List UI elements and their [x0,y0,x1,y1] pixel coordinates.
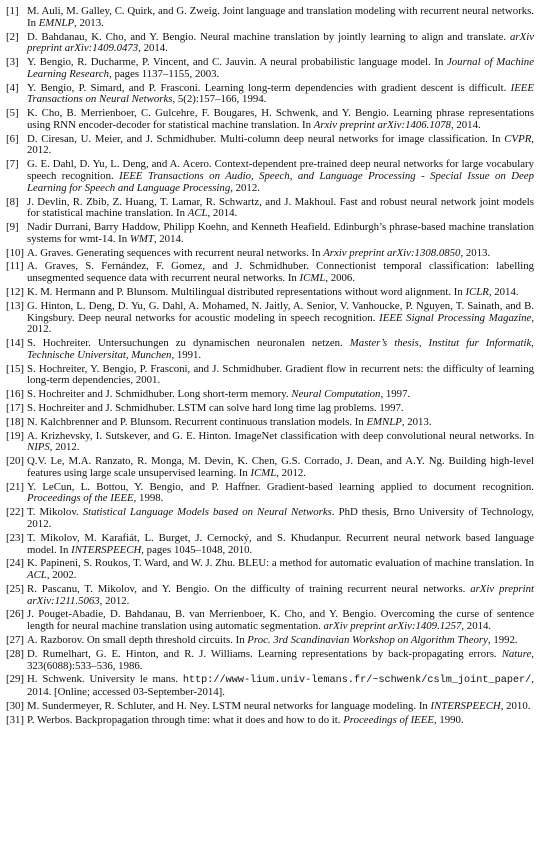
reference-text: D. Rumelhart, G. E. Hinton, and R. J. Williams. Learning representations by back-propagating errors. [27,647,502,660]
reference-item [6,159,534,194]
reference-item [6,715,534,727]
reference-item [6,482,534,506]
reference-venue: INTERSPEECH [71,543,142,556]
reference-text: Nadir Durrani, Barry Haddow, Philipp Koehn, and Kenneth Heafield. Edinburgh’s phrase-based machine translation systems for wmt-14. In [27,221,534,245]
reference-number: [24] [6,557,24,570]
reference-text: , 1997. [380,388,411,401]
reference-text: M. Sundermeyer, R. Schluter, and H. Ney. LSTM neural networks for language modeling. In [27,699,431,712]
reference-item [6,389,534,401]
reference-venue: ICML [250,466,277,479]
reference-text: , 2014. [138,42,168,55]
reference-item [6,338,534,362]
reference-text: , 2012. [49,441,80,454]
reference-venue: CVPR [504,132,532,145]
reference-text: G. Hinton, L. Deng, D. Yu, G. Dahl, A. Mohamed, N. Jaitly, A. Senior, V. Vanhoucke, P. Nguyen, T. Sainath, and B. Kingsbury. Deep neural networks for acoustic modeling in speech recognition. [27,299,534,324]
reference-venue: ICML [299,272,326,285]
reference-item [6,32,534,56]
reference-text: S. Hochreiter and J. Schmidhuber. Long short-term memory. [27,388,292,401]
reference-text: , 2014. [450,118,481,131]
reference-text: , 2012. [230,181,260,194]
reference-item [6,301,534,336]
reference-item [6,287,534,299]
reference-text: S. Hochreiter. Untersuchungen zu dynamischen neuronalen netzen. [27,337,350,350]
reference-venue: IEEE Signal Processing Magazine [379,311,532,324]
reference-item [6,558,534,582]
reference-venue: Statistical Language Models based on Neural Networks [82,506,332,519]
reference-text: Q.V. Le, M.A. Ranzato, R. Monga, M. Devin, K. Chen, G.S. Corrado, J. Dean, and A.Y. Ng. Building high-level features using large scale unsupervised learning. In [27,455,534,479]
reference-text: A. Graves, S. Fernández, F. Gomez, and J. Schmidhuber. Connectionist temporal classification: labelling unsegmented sequence data with recurrent neural networks. In [27,260,534,285]
reference-number: [3] [6,56,19,69]
reference-number: [20] [6,455,24,468]
reference-venue: NIPS [27,441,50,454]
reference-number: [16] [6,388,24,401]
reference-text: J. Devlin, R. Zbib, Z. Huang, T. Lamar, R. Schwartz, and J. Makhoul. Fast and robust neural network joint models for statistical machine translation. In [27,195,534,220]
reference-text: , 2014. [153,232,184,245]
reference-venue: arXiv preprint arXiv:1409.0473 [27,30,534,55]
reference-number: [22] [6,506,24,519]
reference-item [6,701,534,713]
reference-text: , 2010. [500,699,531,712]
reference-item [6,108,534,132]
reference-url: http://www-lium.univ-lemans.fr/~schwenk/cslm_joint_paper/ [182,675,532,687]
reference-text: H. Schwenk. University le mans. [27,673,183,686]
reference-number: [15] [6,362,24,375]
reference-number: [23] [6,531,24,544]
reference-number: [17] [6,402,24,414]
reference-text: , 2012. [27,132,534,157]
reference-text: , 1990. [433,713,464,726]
reference-item [6,57,534,81]
reference-text: Y. Bengio, P. Simard, and P. Frasconi. Learning long-term dependencies with gradient descent is difficult. [27,81,511,94]
reference-text: , 2013. [401,415,432,428]
reference-text: T. Mikolov, M. Karafiát, L. Burget, J. Cernocký, and S. Khudanpur. Recurrent neural network based language model. In [27,531,534,556]
reference-venue: Journal of Machine Learning Research [27,56,534,80]
reference-venue: Master’s thesis, Institut fur Informatik, Technische Universitat, Munchen [27,337,534,361]
reference-number: [1] [6,5,19,17]
reference-venue: IEEE Transactions on Neural Networks [27,81,534,106]
reference-text: S. Hochreiter, Y. Bengio, P. Frasconi, and J. Schmidhuber. Gradient flow in recurrent nets: the difficulty of learning long-term dependencies, 2001. [27,362,534,387]
reference-number: [14] [6,337,24,350]
reference-item [6,222,534,246]
reference-venue: ACL [27,569,47,582]
reference-text: , 2012. [99,594,130,607]
reference-text: , 1998. [133,492,164,505]
reference-text: A. Graves. Generating sequences with recurrent neural networks. In [27,246,324,259]
reference-venue: IEEE Transactions on Audio, Speech, and Language Processing - Special Issue on Deep Learning for Speech and Language Processing [27,170,534,194]
reference-venue: arXiv preprint arXiv:1409.1257 [323,620,462,633]
reference-number: [5] [6,107,19,120]
reference-text: Y. Bengio, R. Ducharme, P. Vincent, and C. Jauvin. A neural probabilistic language model. In [27,56,447,69]
reference-venue: Nature [501,647,532,660]
reference-number: [12] [6,286,24,299]
reference-venue: ACL [187,207,208,220]
reference-text: M. Auli, M. Galley, C. Quirk, and G. Zweig. Joint language and translation modeling with recurrent neural networks. In [27,5,534,29]
reference-venue: EMNLP [38,16,75,29]
reference-text: , pages 1137–1155, 2003. [109,67,220,80]
reference-text: , 2013. [460,246,491,259]
reference-text: , pages 1045–1048, 2010. [141,543,253,556]
reference-item [6,197,534,221]
reference-number: [9] [6,221,19,234]
reference-number: [11] [6,260,24,273]
reference-text: N. Kalchbrenner and P. Blunsom. Recurrent continuous translation models. In [27,415,367,428]
reference-text: , 2014. [488,286,519,299]
reference-number: [25] [6,582,24,595]
reference-venue: EMNLP [366,415,402,428]
reference-item [6,6,534,30]
reference-number: [7] [6,158,19,171]
reference-text: D. Bahdanau, K. Cho, and Y. Bengio. Neural machine translation by jointly learning to align and translate. [27,30,510,43]
reference-venue: Proceedings of IEEE [343,713,434,726]
reference-number: [4] [6,81,19,94]
reference-number: [26] [6,608,24,621]
reference-item [6,533,534,557]
reference-number: [21] [6,480,24,493]
reference-text: K. M. Hermann and P. Blunsom. Multilingual distributed representations without word alignment. In [27,286,466,299]
reference-text: T. Mikolov. [27,506,83,519]
reference-number: [6] [6,132,19,145]
reference-text: , 2014. [Online; accessed 03-September-2014]. [27,673,534,699]
reference-number: [31] [6,713,24,726]
reference-text: P. Werbos. Backpropagation through time: what it does and how to do it. [27,713,344,726]
reference-item [6,674,534,699]
reference-number: [28] [6,647,24,660]
reference-number: [10] [6,246,24,259]
reference-item [6,507,534,531]
reference-text: , 323(6088):533–536, 1986. [27,647,534,672]
reference-item [6,403,534,415]
reference-text: J. Pouget-Abadie, D. Bahdanau, B. van Merrienboer, K. Cho, and Y. Bengio. Overcoming the curse of sentence length for neural machine translation using automatic segmentation. [27,608,534,633]
reference-venue: Arxiv preprint arXiv:1406.1078 [313,118,451,131]
reference-number: [2] [6,30,19,43]
reference-number: [30] [6,699,24,712]
reference-text: A. Razborov. On small depth threshold circuits. In [27,633,248,646]
reference-number: [29] [6,673,24,686]
reference-item [6,456,534,480]
reference-text: , 2012. [276,466,306,479]
reference-venue: INTERSPEECH [430,699,501,712]
reference-venue: Arxiv preprint arXiv:1308.0850 [323,246,461,259]
reference-item [6,364,534,388]
reference-text: K. Papineni, S. Roukos, T. Ward, and W. J. Zhu. BLEU: a method for automatic evaluation of machine translation. In [27,557,534,570]
reference-number: [19] [6,429,24,442]
reference-item [6,609,534,633]
reference-item [6,83,534,107]
reference-text: . PhD thesis, Brno University of Technology, 2012. [27,506,534,530]
reference-list [6,6,534,728]
reference-text: , 2002. [46,569,77,582]
reference-text: , 2014. [461,620,492,633]
reference-text: , 1992. [487,633,518,646]
reference-item [6,635,534,647]
reference-text: D. Ciresan, U. Meier, and J. Schmidhuber. Multi-column deep neural networks for image classification. In [27,132,505,145]
reference-item [6,248,534,260]
reference-venue: WMT [129,232,154,245]
reference-item [6,431,534,455]
reference-text: G. E. Dahl, D. Yu, L. Deng, and A. Acero. Context-dependent pre-trained deep neural networks for large vocabulary speech recognition. [27,158,534,183]
reference-item [6,649,534,673]
reference-number: [27] [6,633,24,646]
reference-item [6,417,534,429]
reference-item [6,261,534,285]
reference-venue: Neural Computation [291,388,381,401]
reference-text: Y. LeCun, L. Bottou, Y. Bengio, and P. Haffner. Gradient-based learning applied to document recognition. [27,480,534,493]
reference-text: , 2012. [27,311,535,336]
reference-venue: arXiv preprint arXiv:1211.5063 [27,582,534,607]
reference-text: , 2014. [207,207,238,220]
reference-text: A. Krizhevsky, I. Sutskever, and G. E. Hinton. ImageNet classification with deep convolutional neural networks. In [27,429,534,442]
reference-item [6,134,534,158]
reference-text: , 1991. [171,348,202,361]
reference-text: R. Pascanu, T. Mikolov, and Y. Bengio. On the difficulty of training recurrent neural networks. [27,582,471,595]
reference-text: , 5(2):157–166, 1994. [172,93,267,106]
reference-text: S. Hochreiter and J. Schmidhuber. LSTM can solve hard long time lag problems. 1997. [27,402,404,414]
reference-venue: Proceedings of the IEEE [27,492,134,505]
reference-text: K. Cho, B. Merrienboer, C. Gulcehre, F. Bougares, H. Schwenk, and Y. Bengio. Learning phrase representations using RNN encoder-decoder for statistical machine translation. In [27,107,534,131]
reference-venue: ICLR [465,286,489,299]
reference-number: [13] [6,299,24,312]
reference-text: , 2013. [74,16,104,29]
reference-item [6,584,534,608]
reference-number: [8] [6,195,19,208]
reference-venue: Proc. 3rd Scandinavian Workshop on Algorithm Theory [247,633,488,646]
reference-number: [18] [6,415,24,428]
reference-text: , 2006. [325,272,356,285]
